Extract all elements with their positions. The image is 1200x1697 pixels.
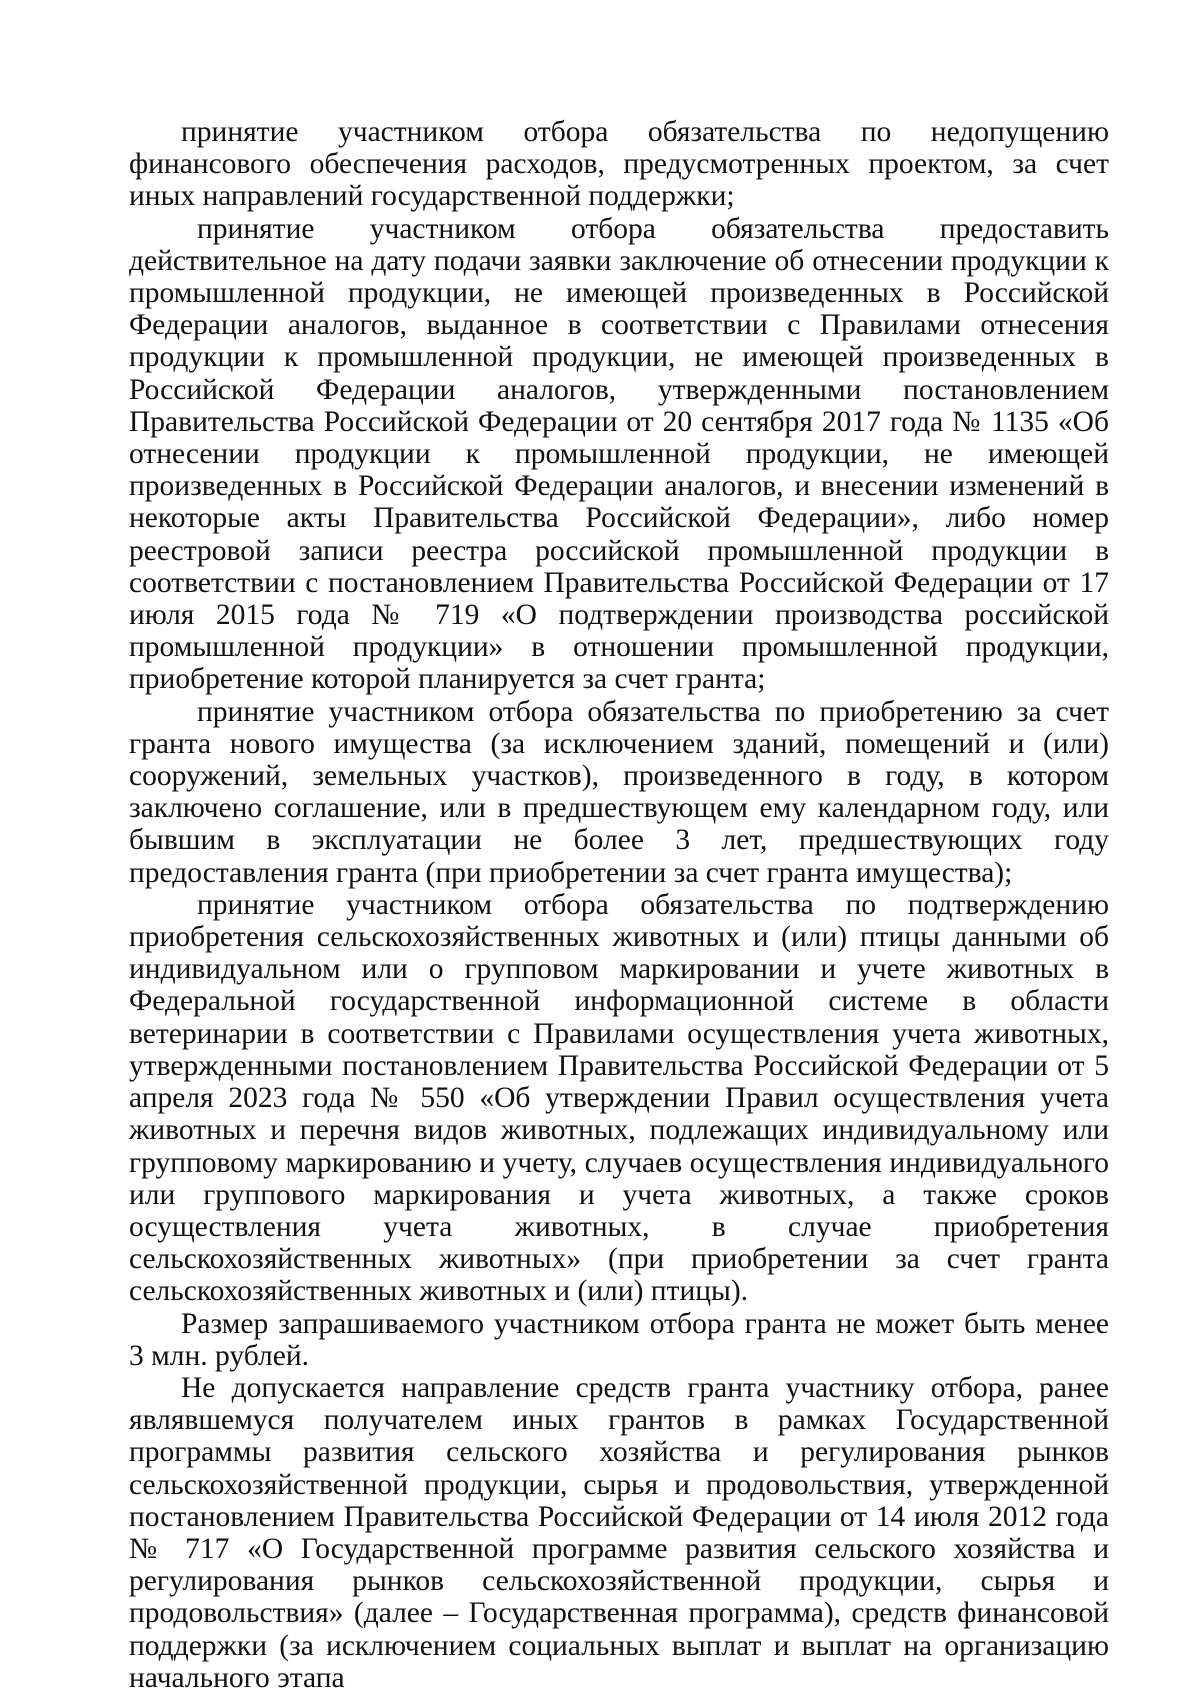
paragraph-grant-restriction: Не допускается направление средств гранта участнику отбора, ранее являвшемуся получателем иных грантов в рамках Государственной программы развития сельского хозяйства и регулирования рынков сельскохозяйственной продукции, сырья и продовольствия, утвержденной постановлением Правительства Российской Федерации от 14 июля 2012 года № 717 «О Государственной программе развития сельского хозяйства и регулирования рынков сельскохозяйственной продукции, сырья и продовольствия» (далее – Государственная программа), средств финансовой поддержки (за исключением социальных выплат и выплат на организацию начального этапа [129,1371,1109,1694]
paragraph-new-property-obligation: принятие участником отбора обязательства по приобретению за счет гранта нового имущества (за исключением зданий, помещений и (или) сооружений, земельных участков), произведенного в году, в котором заключено соглашение, или в предшествующем ему календарном году, или бывшим в эксплуатации не более 3 лет, предшествующих году предоставления гранта (при приобретении за счет гранта имущества); [129,695,1109,889]
paragraph-grant-minimum: Размер запрашиваемого участником отбора гранта не может быть менее 3 млн. рублей. [129,1307,1109,1372]
paragraph-financing-obligation: принятие участником отбора обязательства по недопущению финансового обеспечения расходов, предусмотренных проектом, за счет иных направлений государственной поддержки; [129,116,1109,213]
document-body [129,116,1109,1694]
paragraph-animal-marking-obligation: принятие участником отбора обязательства по подтверждению приобретения сельскохозяйственных животных и (или) птицы данными об индивидуальном или о групповом маркировании и учете животных в Федеральной государственной информационной системе в области ветеринарии в соответствии с Правилами осуществления учета животных, утвержденными постановлением Правительства Российской Федерации от 5 апреля 2023 года № 550 «Об утверждении Правил осуществления учета животных и перечня видов животных, подлежащих индивидуальному или групповому маркированию и учету, случаев осуществления индивидуального или группового маркирования и учета животных, а также сроков осуществления учета животных, в случае приобретения сельскохозяйственных животных» (при приобретении за счет гранта сельскохозяйственных животных и (или) птицы). [129,888,1109,1308]
paragraph-industrial-product-conclusion: принятие участником отбора обязательства предоставить действительное на дату подачи заявки заключение об отнесении продукции к промышленной продукции, не имеющей произведенных в Российской Федерации аналогов, выданное в соответствии с Правилами отнесения продукции к промышленной продукции, не имеющей произведенных в Российской Федерации аналогов, утвержденными постановлением Правительства Российской Федерации от 20 сентября 2017 года № 1135 «Об отнесении продукции к промышленной продукции, не имеющей произведенных в Российской Федерации аналогов, и внесении изменений в некоторые акты Правительства Российской Федерации», либо номер реестровой записи реестра российской промышленной продукции в соответствии с постановлением Правительства Российской Федерации от 17 июля 2015 года № 719 «О подтверждении производства российской промышленной продукции» в отношении промышленной продукции, приобретение которой планируется за счет гранта; [129,212,1109,696]
